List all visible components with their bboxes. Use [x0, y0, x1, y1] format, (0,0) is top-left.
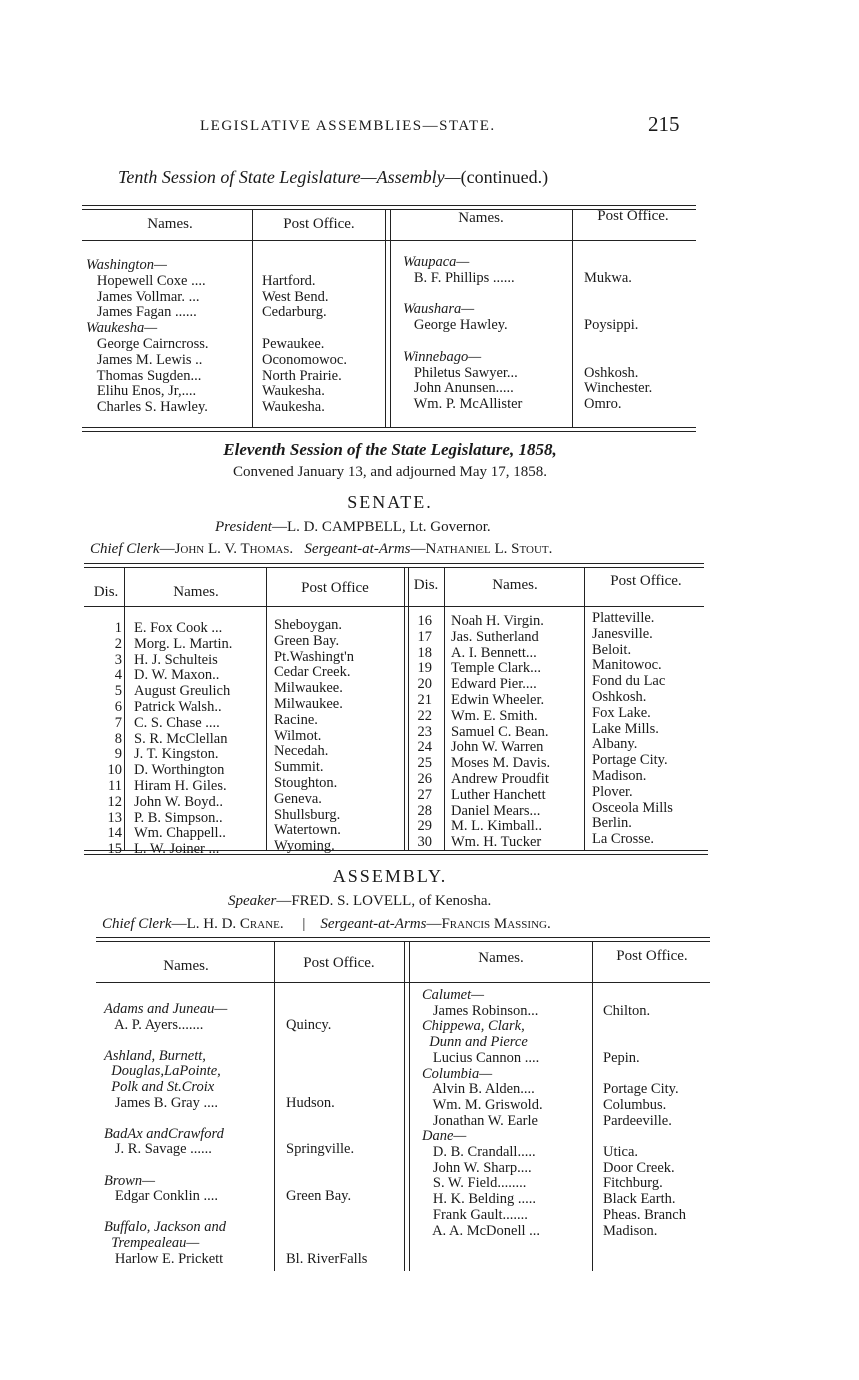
assembly-left-names [104, 1002, 227, 1267]
col-divider [404, 567, 405, 850]
assembly-right-posts: Chilton. Pepin. Portage City. Columbus. Pardeeville. Utica. Door Creek. Fitchburg. Black Earth. Pheas. Branch Madison. [603, 1002, 686, 1239]
name-line: Wm. P. McAllister [403, 396, 523, 413]
senate-names-right: Noah H. Virgin. Jas. Sutherland A. I. Bennett... Temple Clark... Edward Pier.... Edwin Wheeler. Wm. E. Smith. Samuel C. Bean. John W. Warren Moses M. Davis. Andrew Proudfit Luther Hanchett Daniel Mears... M. L. Kimball.. Wm. H. Tucker [451, 613, 551, 851]
col-divider [274, 941, 275, 1271]
name-line: Elihu Enos, Jr,.... [86, 383, 197, 400]
name-line: Dane— [422, 1128, 467, 1145]
header-dis: Dis. [93, 584, 119, 600]
name-line: BadAx andCrawford [104, 1125, 224, 1142]
name-line: Jonathan W. Earle [422, 1112, 538, 1129]
assembly-right-names [422, 988, 543, 1239]
name-line: Calumet— [422, 987, 485, 1003]
name-line: Harlow E. Prickett [104, 1250, 224, 1267]
assembly-left-posts: Quincy. Hudson. Springville. Green Bay. Bl. RiverFalls [286, 1016, 368, 1267]
sergeant-name: —Francis Massing. [426, 916, 551, 932]
name-line: George Cairncross. [86, 335, 209, 352]
col-divider [124, 567, 125, 850]
name-line: B. F. Phillips ...... [403, 269, 515, 286]
name-line: George Hawley. [403, 317, 508, 334]
name-line: Buffalo, Jackson and [104, 1219, 227, 1236]
name-line: Douglas,LaPointe, [104, 1063, 221, 1080]
name-line: Adams and Juneau— [104, 1001, 228, 1017]
tenth-right-posts: Mukwa. Poysippi. Oshkosh. Winchester. Omro. [584, 269, 653, 413]
tenth-session-title [118, 167, 548, 188]
name-line: Washington— [86, 257, 167, 273]
header-rule [96, 982, 710, 983]
page-number: 215 [648, 112, 680, 136]
header-post-office: Post Office [301, 580, 369, 596]
table-top-rule-2 [96, 941, 710, 942]
table-top-rule [82, 205, 696, 206]
name-line: Frank Gault....... [422, 1206, 528, 1223]
name-line: Wm. M. Griswold. [422, 1096, 543, 1113]
senate-names-left: E. Fox Cook ... Morg. L. Martin. H. J. Schulteis D. W. Maxon.. August Greulich Patrick Walsh.. C. S. Chase .... S. R. McClellan J. T. Kingston. D. Worthington Hiram H. Giles. John W. Boyd.. P. B. Simpson.. Wm. Chappell.. L. W. Joiner ... [134, 620, 233, 858]
name-line: James Fagan ...... [86, 304, 197, 321]
col-divider [409, 941, 410, 1271]
assembly-officers-line: Chief Clerk—L. H. D. Crane. | Sergeant-at-Arms—Francis Massing. [102, 916, 551, 932]
name-line: Winnebago— [403, 348, 482, 365]
col-divider [385, 209, 386, 427]
col-divider [592, 941, 593, 1271]
name-line: A. P. Ayers....... [104, 1016, 204, 1033]
header-names-right: Names. [458, 210, 504, 226]
chief-clerk-label: Chief Clerk [90, 541, 160, 557]
col-divider [408, 567, 409, 850]
col-divider [390, 209, 391, 427]
header-rule [84, 606, 704, 607]
speaker-name: —FRED. S. LOVELL, of Kenosha. [276, 893, 492, 909]
header-names: Names. [173, 584, 219, 600]
senate-heading: SENATE. [347, 492, 433, 512]
name-line: Columbia— [422, 1065, 493, 1082]
chief-clerk-name: —L. H. D. Crane. [171, 916, 284, 932]
table-top-rule-2 [84, 567, 704, 568]
name-line: Alvin B. Alden.... [422, 1081, 535, 1098]
sergeant-label: Sergeant-at-Arms [304, 541, 411, 557]
name-line: S. W. Field........ [422, 1175, 527, 1192]
table-top-rule [96, 937, 710, 938]
president-name: —L. D. CAMPBELL, Lt. Governor. [271, 519, 491, 535]
header-names: Names. [163, 958, 209, 974]
name-line: James Vollmar. ... [86, 288, 200, 305]
senate-posts-right: Platteville. Janesville. Beloit. Manitowoc. Fond du Lac Oshkosh. Fox Lake. Lake Mills. Albany. Portage City. Madison. Plover. Osceola Mills Berlin. La Crosse. [592, 610, 673, 848]
sergeant-label: Sergeant-at-Arms [320, 916, 427, 932]
name-line: Trempealeau— [104, 1234, 200, 1251]
senate-posts-left: Sheboygan. Green Bay. Pt.Washingt'n Cedar Creek. Milwaukee. Milwaukee. Racine. Wilmot. Necedah. Summit. Stoughton. Geneva. Shullsburg. Watertown. Wyoming. [274, 617, 354, 855]
tenth-left-posts: Hartford. West Bend. Cedarburg. Pewaukee. Oconomowoc. North Prairie. Waukesha. Waukesha. [262, 272, 347, 416]
senate-dis-left: 1 2 3 4 5 6 7 8 9 10 11 12 13 14 15 [107, 620, 122, 858]
header-names: Names. [147, 216, 193, 232]
table-bottom-rule-2 [82, 431, 696, 432]
name-line: Waupaca— [403, 254, 470, 270]
header-post-office-right: Post Office. [597, 208, 669, 224]
name-line: Lucius Cannon .... [422, 1049, 540, 1066]
chief-clerk-name: —John L. V. Thomas. [159, 541, 294, 557]
col-divider [584, 567, 585, 850]
name-line: Charles S. Hawley. [86, 399, 208, 416]
col-divider [252, 209, 253, 427]
col-divider [572, 209, 573, 427]
senate-president-line [215, 519, 491, 536]
name-line: Hopewell Coxe .... [86, 272, 206, 289]
speaker-label: Speaker [228, 893, 277, 909]
header-rule [82, 240, 696, 241]
name-line: Ashland, Burnett, [104, 1047, 206, 1064]
name-line: D. B. Crandall..... [422, 1144, 536, 1161]
eleventh-session-title: Eleventh Session of the State Legislature, 1858, [223, 440, 557, 459]
name-line: Dunn and Pierce [422, 1034, 528, 1051]
table-bottom-rule [82, 427, 696, 428]
name-line: Chippewa, Clark, [422, 1018, 525, 1035]
senate-dis-right: 16 17 18 19 20 21 22 23 24 25 26 27 28 29 30 [417, 613, 432, 851]
name-line: Thomas Sugden... [86, 367, 202, 384]
name-line: A. A. McDonell ... [422, 1222, 541, 1239]
tenth-right-names [403, 255, 522, 413]
assembly-heading: ASSEMBLY. [332, 866, 448, 886]
name-line: James B. Gray .... [104, 1094, 218, 1111]
name-line: John W. Sharp.... [422, 1159, 532, 1176]
name-line: John Anunsen..... [403, 380, 514, 397]
header-post-office-right: Post Office. [610, 573, 682, 589]
name-line: Polk and St.Croix [104, 1078, 215, 1095]
name-line: H. K. Belding ..... [422, 1191, 536, 1208]
col-divider [404, 941, 405, 1271]
name-line: Philetus Sawyer... [403, 364, 518, 381]
running-head: LEGISLATIVE ASSEMBLIES—STATE. [200, 118, 496, 134]
name-line: James Robinson... [422, 1002, 539, 1019]
col-divider [444, 567, 445, 850]
header-names-right: Names. [492, 577, 538, 593]
header-dis-right: Dis. [413, 577, 439, 593]
senate-officers-line [90, 541, 552, 558]
name-line: Edgar Conklin .... [104, 1188, 218, 1205]
tenth-title-continued: (continued.) [460, 167, 549, 187]
table-top-rule [84, 563, 704, 564]
name-line: J. R. Savage ...... [104, 1141, 212, 1158]
tenth-left-names [86, 258, 209, 416]
sergeant-name: —Nathaniel L. Stout. [410, 541, 553, 557]
name-line: Waushara— [403, 301, 475, 318]
name-line: Waukesha— [86, 320, 158, 337]
assembly-speaker-line [228, 893, 491, 910]
col-divider [266, 567, 267, 850]
header-post-office: Post Office. [283, 216, 355, 232]
tenth-title-italic: Tenth Session of State Legislature—Assembly— [118, 167, 461, 187]
name-line: James M. Lewis .. [86, 351, 203, 368]
header-post-office: Post Office. [303, 955, 375, 971]
eleventh-convened: Convened January 13, and adjourned May 17, 1858. [232, 464, 548, 480]
name-line: Brown— [104, 1172, 156, 1189]
header-post-office-right: Post Office. [616, 948, 688, 964]
chief-clerk-label: Chief Clerk [102, 916, 172, 932]
header-names-right: Names. [478, 950, 524, 966]
president-label: President [215, 519, 272, 535]
